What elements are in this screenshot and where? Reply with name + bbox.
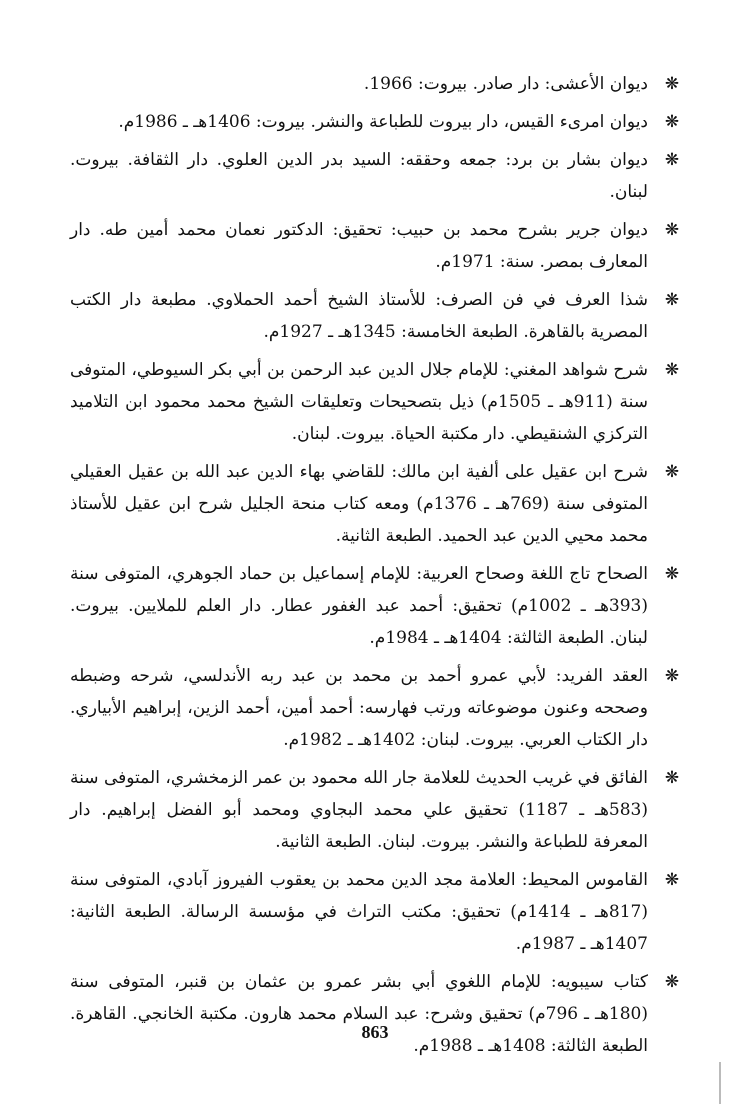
asterisk-bullet-icon: ❋ bbox=[664, 360, 680, 380]
page-edge-divider bbox=[719, 1062, 721, 1104]
bibliography-entry bbox=[70, 558, 682, 654]
asterisk-bullet-icon: ❋ bbox=[664, 972, 680, 992]
bibliography-entry bbox=[70, 864, 682, 960]
entry-text: شرح شواهد المغني: للإمام جلال الدين عبد الرحمن بن أبي بكر السيوطي، المتوفى سنة (911هـ ـ 1505م) ذيل بتصحيحات وتعليقات الشيخ محمد محمود ابن التلاميد التركزي الشنقيطي. دار مكتبة الحياة. بيروت. لبنان. bbox=[70, 360, 649, 444]
bibliography-entry bbox=[70, 214, 682, 278]
bibliography-entry bbox=[70, 456, 682, 552]
bibliography-entry bbox=[70, 354, 682, 450]
entry-text: الفائق في غريب الحديث للعلامة جار الله محمود بن عمر الزمخشري، المتوفى سنة (583هـ ـ 1187) تحقيق علي محمد البجاوي ومحمد أبو الفضل إبراهيم. دار المعرفة للطباعة والنشر. بيروت. لبنان. الطبعة الثانية. bbox=[70, 768, 648, 852]
bibliography-entry bbox=[70, 660, 682, 756]
entry-text: القاموس المحيط: العلامة مجد الدين محمد بن يعقوب الفيروز آبادي، المتوفى سنة (817هـ ـ 1414م) تحقيق: مكتب التراث في مؤسسة الرسالة. الطبعة الثانية: 1407هـ ـ 1987م. bbox=[70, 870, 648, 954]
asterisk-bullet-icon: ❋ bbox=[664, 666, 680, 686]
entry-text: ديوان امرىء القيس، دار بيروت للطباعة والنشر. بيروت: 1406هـ ـ 1986م. bbox=[118, 112, 648, 132]
asterisk-bullet-icon: ❋ bbox=[664, 74, 680, 94]
asterisk-bullet-icon: ❋ bbox=[664, 768, 680, 788]
asterisk-bullet-icon: ❋ bbox=[664, 870, 680, 890]
asterisk-bullet-icon: ❋ bbox=[664, 112, 680, 132]
asterisk-bullet-icon: ❋ bbox=[664, 220, 680, 240]
bibliography-entry bbox=[70, 284, 682, 348]
asterisk-bullet-icon: ❋ bbox=[664, 564, 680, 584]
entry-text: كتاب سيبويه: للإمام اللغوي أبي بشر عمرو بن عثمان بن قنبر، المتوفى سنة (180هـ ـ 796م) تحقيق وشرح: عبد السلام محمد هارون. مكتبة الخانجي. القاهرة. الطبعة الثالثة: 1408هـ ـ 1988م. bbox=[70, 972, 648, 1056]
asterisk-bullet-icon: ❋ bbox=[664, 462, 680, 482]
entry-text: ديوان بشار بن برد: جمعه وحققه: السيد بدر الدين العلوي. دار الثقافة. بيروت. لبنان. bbox=[70, 150, 648, 202]
bibliography-entry bbox=[70, 966, 682, 1062]
entry-text: شذا العرف في فن الصرف: للأستاذ الشيخ أحمد الحملاوي. مطبعة دار الكتب المصرية بالقاهرة. الطبعة الخامسة: 1345هـ ـ 1927م. bbox=[70, 290, 648, 342]
asterisk-bullet-icon: ❋ bbox=[664, 150, 680, 170]
bibliography-entry bbox=[70, 106, 682, 138]
bibliography-entry bbox=[70, 68, 682, 100]
entry-text: شرح ابن عقيل على ألفية ابن مالك: للقاضي بهاء الدين عبد الله بن عقيل العقيلي المتوفى سنة (769هـ ـ 1376م) ومعه كتاب منحة الجليل شرح ابن عقيل للأستاذ محمد محيي الدين عبد الحميد. الطبعة الثانية. bbox=[70, 462, 648, 546]
bibliography-entry bbox=[70, 762, 682, 858]
page-number: 863 bbox=[361, 1022, 389, 1042]
entry-text: الصحاح تاج اللغة وصحاح العربية: للإمام إسماعيل بن حماد الجوهري، المتوفى سنة (393هـ ـ 1002م) تحقيق: أحمد عبد الغفور عطار. دار العلم للملايين. بيروت. لبنان. الطبعة الثالثة: 1404هـ ـ 1984م. bbox=[70, 564, 648, 648]
bibliography-list bbox=[70, 68, 682, 1068]
entry-text: ديوان الأعشى: دار صادر. بيروت: 1966. bbox=[363, 74, 648, 94]
entry-text: العقد الفريد: لأبي عمرو أحمد بن محمد بن عبد ربه الأندلسي، شرحه وضبطه وصححه وعنون موضوعاته ورتب فهارسه: أحمد أمين، أحمد الزين، إبراهيم الأبياري. دار الكتاب العربي. بيروت. لبنان: 1402هـ ـ 1982م. bbox=[70, 666, 648, 750]
bibliography-entry bbox=[70, 144, 682, 208]
entry-text: ديوان جرير بشرح محمد بن حبيب: تحقيق: الدكتور نعمان محمد أمين طه. دار المعارف بمصر. سنة: 1971م. bbox=[70, 220, 648, 272]
asterisk-bullet-icon: ❋ bbox=[664, 290, 680, 310]
